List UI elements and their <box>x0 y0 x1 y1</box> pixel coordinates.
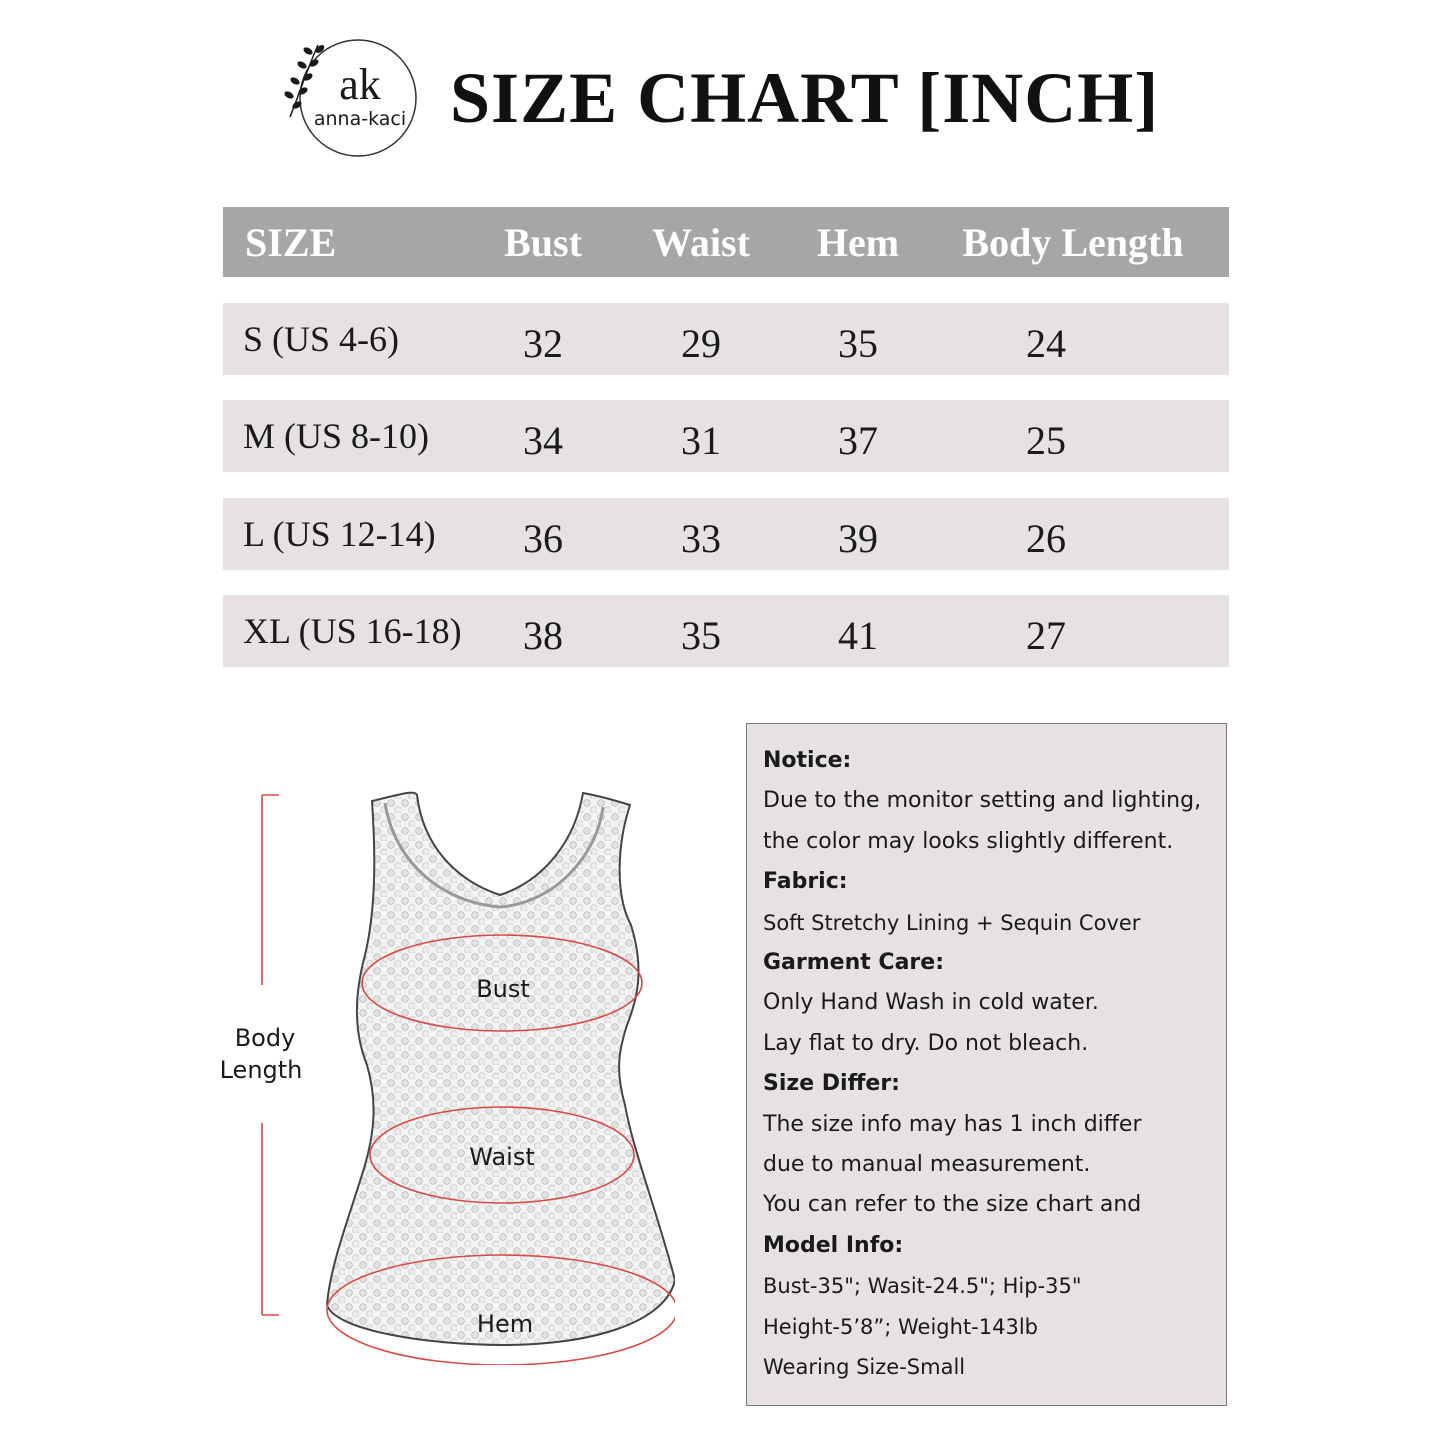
waist-cell: 31 <box>681 417 721 463</box>
brand-monogram: ak <box>339 60 381 109</box>
body-length-label-line2: Length <box>219 1056 303 1084</box>
tank-top-shape <box>327 793 675 1345</box>
bust-cell: 34 <box>523 417 563 463</box>
notice-box <box>746 723 1227 1406</box>
fabric-line: Soft Stretchy Lining + Sequin Cover <box>763 910 1141 935</box>
body-length-cell: 25 <box>1026 417 1066 463</box>
size-differ-line: due to manual measurement. <box>763 1152 1091 1178</box>
hem-cell: 37 <box>838 417 878 463</box>
size-cell: XL (US 16-18) <box>243 611 462 651</box>
notice-heading: Notice: <box>763 748 852 773</box>
bust-cell: 38 <box>523 612 563 658</box>
fabric-heading: Fabric: <box>763 869 848 895</box>
brand-name: anna-kaci <box>313 108 407 130</box>
hem-cell: 35 <box>838 320 878 366</box>
size-cell: S (US 4-6) <box>243 319 400 359</box>
body-length-cell: 27 <box>1026 612 1066 658</box>
table-row <box>223 498 1229 570</box>
body-length-label-line1: Body <box>234 1024 296 1052</box>
size-cell: L (US 12-14) <box>243 514 436 554</box>
waist-cell: 29 <box>681 320 721 366</box>
body-length-cell: 26 <box>1026 515 1066 561</box>
model-info-line: Bust-35"; Wasit-24.5"; Hip-35" <box>763 1274 1082 1299</box>
model-info-heading: Model Info: <box>763 1232 904 1258</box>
bust-cell: 32 <box>523 320 563 366</box>
garment-care-line: Lay flat to dry. Do not bleach. <box>763 1030 1089 1056</box>
model-info-line: Height-5’8”; Weight-143lb <box>763 1314 1039 1339</box>
size-differ-line: You can refer to the size chart and <box>763 1192 1142 1218</box>
body-length-bracket <box>262 795 279 1315</box>
garment-care-heading: Garment Care: <box>763 950 944 976</box>
waist-label: Waist <box>469 1143 535 1171</box>
col-header-waist: Waist <box>652 219 750 265</box>
bust-cell: 36 <box>523 515 563 561</box>
table-row <box>223 303 1229 375</box>
size-differ-line: The size info may has 1 inch differ <box>763 1111 1142 1137</box>
hem-label: Hem <box>476 1310 534 1338</box>
col-header-bust: Bust <box>504 219 582 265</box>
bust-label: Bust <box>476 975 530 1003</box>
table-row <box>223 595 1229 667</box>
notice-line: the color may looks slightly different. <box>763 828 1174 854</box>
size-cell: M (US 8-10) <box>243 416 429 456</box>
col-header-body-length: Body Length <box>962 219 1184 265</box>
size-differ-heading: Size Differ: <box>763 1071 900 1097</box>
waist-cell: 33 <box>681 515 721 561</box>
notice-line: Due to the monitor setting and lighting, <box>763 788 1202 814</box>
col-header-hem: Hem <box>816 219 900 265</box>
garment-diagram <box>205 785 675 1365</box>
page-title: SIZE CHART [INCH] <box>450 58 1160 138</box>
table-row <box>223 400 1229 472</box>
hem-cell: 41 <box>838 612 878 658</box>
brand-logo <box>278 37 424 160</box>
body-length-cell: 24 <box>1026 320 1066 366</box>
col-header-size: SIZE <box>245 219 337 265</box>
model-info-line: Wearing Size-Small <box>763 1355 966 1380</box>
hem-cell: 39 <box>838 515 878 561</box>
size-table-header <box>223 207 1229 277</box>
waist-cell: 35 <box>681 612 721 658</box>
garment-care-line: Only Hand Wash in cold water. <box>763 990 1099 1016</box>
